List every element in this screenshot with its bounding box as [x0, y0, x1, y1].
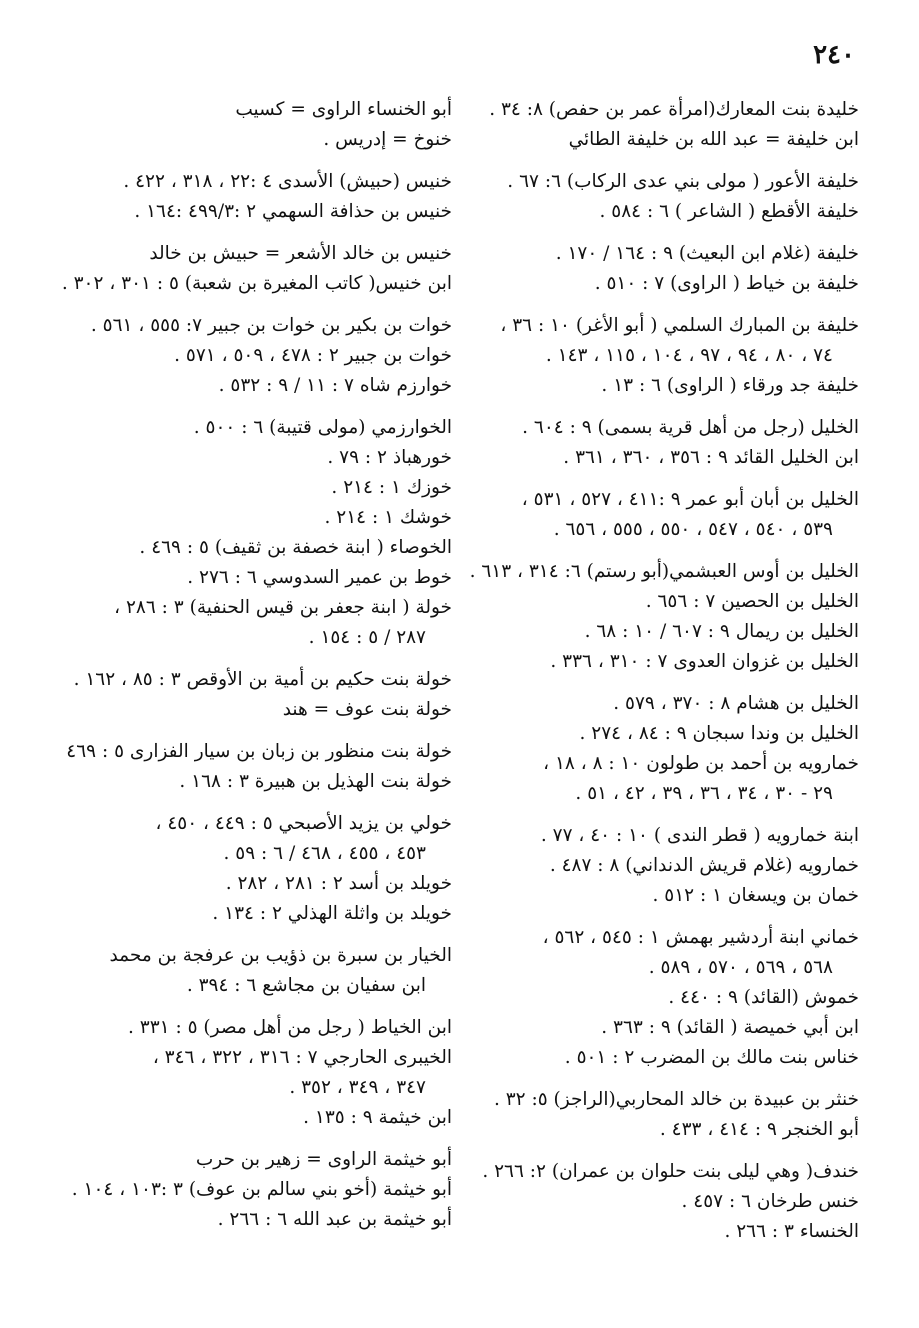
index-entry-line: خوزك ١ : ٢١٤ . — [331, 477, 452, 498]
index-entry-line: أبو خيثمة (أخو بني سالم بن عوف) ٣ :١٠٣ ، ١٠٤ . — [71, 1179, 452, 1200]
index-entry-line: أبو خيثمة الراوى = زهير بن حرب — [195, 1149, 452, 1170]
index-entry-line: ابن خيثمة ٩ : ١٣٥ . — [303, 1107, 452, 1128]
index-entry-line: الخوارزمي (مولى قتيبة) ٦ : ٥٠٠ . — [193, 417, 452, 438]
index-entry-line: خوات بن جبير ٢ : ٤٧٨ ، ٥٠٩ ، ٥٧١ . — [174, 345, 452, 366]
entry-group — [484, 923, 859, 1073]
index-entry-line: الخليل بن هشام ٨ : ٣٧٠ ، ٥٧٩ . — [613, 693, 859, 714]
index-entry-line: خناس بنت مالك بن المضرب ٢ : ٥٠١ . — [564, 1047, 859, 1068]
index-entry-line: الخيار بن سبرة بن ذؤيب بن عرفجة بن محمد — [109, 945, 452, 966]
index-entry-line: خليفة الأعور ( مولى بني عدى الركاب) ٦: ٦٧ . — [507, 171, 859, 192]
entry-group — [80, 809, 452, 929]
index-entry-line: خمارويه بن أحمد بن طولون ١٠ : ٨ ، ١٨ ، — [543, 753, 859, 774]
index-entry-line: خوشك ١ : ٢١٤ . — [324, 507, 452, 528]
index-entry-line: خنوخ = إدريس . — [323, 129, 452, 150]
right-column — [469, 95, 859, 1259]
index-entry-line: الخنساء ٣ : ٢٦٦ . — [724, 1221, 859, 1242]
index-entry-line: الخليل (رجل من أهل قرية بسمى) ٩ : ٦٠٤ . — [522, 417, 859, 438]
index-entry-line: الخليل بن الحصين ٧ : ٦٥٦ . — [645, 591, 859, 612]
page-number: ٢٤٠ — [813, 40, 855, 70]
left-column — [61, 95, 452, 1259]
index-entry-line: خليفة جد ورقاء ( الراوى) ٦ : ١٣ . — [601, 375, 859, 396]
index-entry-line: ابن سفيان بن مجاشع ٦ : ٣٩٤ . — [186, 975, 426, 996]
index-entry-line: خولي بن يزيد الأصبحي ٥ : ٤٤٩ ، ٤٥٠ ، — [155, 813, 452, 834]
index-entry-line: خولة بنت الهذيل بن هبيرة ٣ : ١٦٨ . — [179, 771, 452, 792]
index-entry-line: الخليل بن أبان أبو عمر ٩ :٤١١ ، ٥٢٧ ، ٥٣١ ، — [521, 489, 859, 510]
entry-group — [61, 239, 452, 299]
entry-group — [66, 737, 452, 797]
entry-group — [484, 413, 859, 473]
entry-group — [80, 311, 452, 401]
entry-group — [484, 95, 859, 155]
index-entry-line: الخوصاء ( ابنة خصفة بن ثقيف) ٥ : ٤٦٩ . — [139, 537, 452, 558]
index-entry-line: خولة ( ابنة جعفر بن قيس الحنفية) ٣ : ٢٨٦ ، — [114, 597, 452, 618]
index-entry-line: خنس طرخان ٦ : ٤٥٧ . — [681, 1191, 859, 1212]
index-entry-line: الخيبرى الحارجي ٧ : ٣١٦ ، ٣٢٢ ، ٣٤٦ ، — [152, 1047, 452, 1068]
index-entry-line: ٧٤ ، ٨٠ ، ٩٤ ، ٩٧ ، ١٠٤ ، ١١٥ ، ١٤٣ . — [545, 345, 833, 366]
index-entry-line: خنيس (حبيش) الأسدى ٤ :٢٢ ، ٣١٨ ، ٤٢٢ . — [123, 171, 452, 192]
entry-group — [484, 311, 859, 401]
index-entry-line: خورهباذ ٢ : ٧٩ . — [327, 447, 452, 468]
index-entry-line: خليدة بنت المعارك(امرأة عمر بن حفص) ٨: ٣٤ . — [489, 99, 859, 120]
index-entry-line: ابن خليفة = عبد الله بن خليفة الطائي — [568, 129, 859, 150]
index-entry-line: خنيس بن حذافة السهمي ٢ :٤٩٩/٣ :١٦٤ . — [134, 201, 452, 222]
index-entry-line: خويلد بن أسد ٢ : ٢٨١ ، ٢٨٢ . — [225, 873, 452, 894]
entry-group — [73, 665, 452, 725]
entry-group — [80, 1013, 452, 1133]
index-entry-line: ابن خنيس( كاتب المغيرة بن شعبة) ٥ : ٣٠١ ، ٣٠٢ . — [61, 273, 452, 294]
index-entry-line: خوات بن بكير بن خوات بن جبير ٧: ٥٥٥ ، ٥٦١ . — [90, 315, 452, 336]
index-entry-line: خماني ابنة أردشير بهمش ١ : ٥٤٥ ، ٥٦٢ ، — [542, 927, 859, 948]
entry-group — [80, 941, 452, 1001]
index-entry-line: ٤٥٣ ، ٤٥٥ ، ٤٦٨ / ٦ : ٥٩ . — [223, 843, 426, 864]
index-entry-line: خويلد بن واثلة الهذلي ٢ : ١٣٤ . — [212, 903, 452, 924]
entry-group — [484, 485, 859, 545]
index-entry-line: ابنة خمارويه ( قطر الندى ) ١٠ : ٤٠ ، ٧٧ . — [540, 825, 859, 846]
index-entry-line: خولة بنت منظور بن زبان بن سيار الفزارى ٥ : ٤٦٩ — [66, 741, 452, 762]
entry-group — [484, 167, 859, 227]
index-entry-line: أبو الخنساء الراوى = كسيب — [235, 99, 452, 120]
index-columns — [61, 95, 859, 1259]
index-entry-line: الخليل بن أوس العبشمي(أبو رستم) ٦: ٣١٤ ، ٦١٣ . — [469, 561, 859, 582]
index-entry-line: أبو الخنجر ٩ : ٤١٤ ، ٤٣٣ . — [659, 1119, 859, 1140]
entry-group — [484, 1157, 859, 1247]
index-entry-line: الخليل بن وندا سبجان ٩ : ٨٤ ، ٢٧٤ . — [579, 723, 859, 744]
index-entry-line: أبو خيثمة بن عبد الله ٦ : ٢٦٦ . — [217, 1209, 452, 1230]
index-entry-line: خليفة بن المبارك السلمي ( أبو الأغر) ١٠ : ٣٦ ، — [500, 315, 859, 336]
entry-group — [484, 1085, 859, 1145]
index-entry-line: خنيس بن خالد الأشعر = حبيش بن خالد — [149, 243, 452, 264]
entry-group — [484, 821, 859, 911]
entry-group — [71, 1145, 452, 1235]
index-entry-line: خولة بنت عوف = هند — [282, 699, 452, 720]
index-entry-line: خليفة (غلام ابن البعيث) ٩ : ١٦٤ / ١٧٠ . — [555, 243, 859, 264]
index-entry-line: الخليل بن غزوان العدوى ٧ : ٣١٠ ، ٣٣٦ . — [550, 651, 859, 672]
entry-group — [484, 689, 859, 809]
index-entry-line: خمارويه (غلام قريش الدنداني) ٨ : ٤٨٧ . — [549, 855, 859, 876]
index-entry-line: خوط بن عمير السدوسي ٦ : ٢٧٦ . — [187, 567, 452, 588]
entry-group — [80, 167, 452, 227]
index-entry-line: خوارزم شاه ٧ : ١١ / ٩ : ٥٣٢ . — [218, 375, 452, 396]
index-entry-line: ٢٩ - ٣٠ ، ٣٤ ، ٣٦ ، ٣٩ ، ٤٢ ، ٥١ . — [575, 783, 833, 804]
index-entry-line: ابن الخليل القائد ٩ : ٣٥٦ ، ٣٦٠ ، ٣٦١ . — [563, 447, 859, 468]
index-entry-line: ابن أبي خميصة ( القائد) ٩ : ٣٦٣ . — [601, 1017, 859, 1038]
index-entry-line: خموش (القائد) ٩ : ٤٤٠ . — [668, 987, 859, 1008]
index-entry-line: ٢٨٧ / ٥ : ١٥٤ . — [308, 627, 426, 648]
entry-group — [469, 557, 859, 677]
index-entry-line: خندف( وهي ليلى بنت حلوان بن عمران) ٢: ٢٦٦ . — [482, 1161, 859, 1182]
entry-group — [80, 95, 452, 155]
index-entry-line: خليفة بن خياط ( الراوى) ٧ : ٥١٠ . — [594, 273, 859, 294]
index-entry-line: خنثر بن عبيدة بن خالد المحاربي(الراجز) ٥: ٣٢ . — [493, 1089, 859, 1110]
entry-group — [80, 413, 452, 653]
index-entry-line: ٥٦٨ ، ٥٦٩ ، ٥٧٠ ، ٥٨٩ . — [648, 957, 833, 978]
index-entry-line: خمان بن ويسغان ١ : ٥١٢ . — [652, 885, 859, 906]
entry-group — [484, 239, 859, 299]
index-entry-line: ٥٣٩ ، ٥٤٠ ، ٥٤٧ ، ٥٥٠ ، ٥٥٥ ، ٦٥٦ . — [553, 519, 833, 540]
index-entry-line: ابن الخياط ( رجل من أهل مصر) ٥ : ٣٣١ . — [128, 1017, 452, 1038]
index-entry-line: الخليل بن ريمال ٩ : ٦٠٧ / ١٠ : ٦٨ . — [584, 621, 859, 642]
index-entry-line: خليفة الأقطع ( الشاعر ) ٦ : ٥٨٤ . — [599, 201, 859, 222]
index-entry-line: ٣٤٧ ، ٣٤٩ ، ٣٥٢ . — [289, 1077, 426, 1098]
index-entry-line: خولة بنت حكيم بن أمية بن الأوقص ٣ : ٨٥ ، ١٦٢ . — [73, 669, 452, 690]
